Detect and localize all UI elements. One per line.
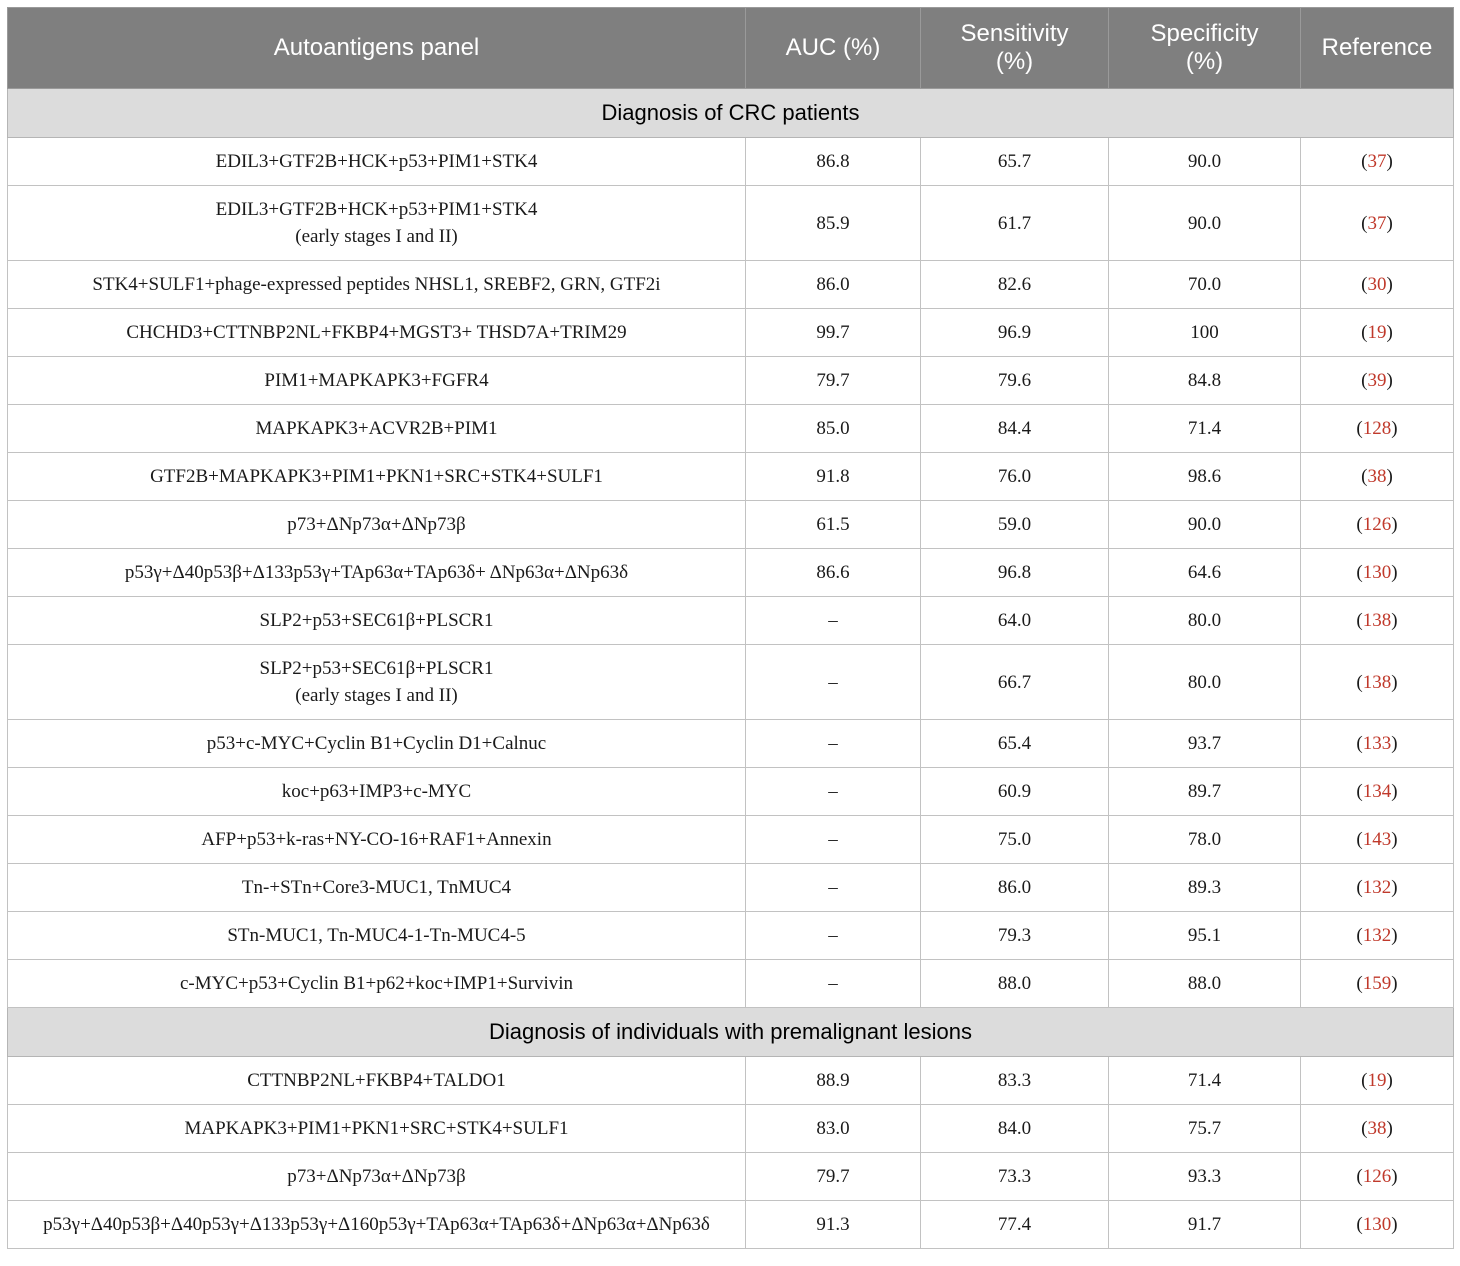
cell-auc: 86.8	[746, 138, 921, 186]
panel-text: MAPKAPK3+ACVR2B+PIM1	[255, 418, 498, 439]
cell-specificity: 71.4	[1109, 1057, 1301, 1105]
cell-sensitivity: 76.0	[921, 453, 1109, 501]
reference-link[interactable]: 30	[1367, 274, 1387, 295]
header-label: Reference	[1321, 34, 1433, 61]
paren-open: (	[1356, 671, 1363, 693]
table-row	[8, 549, 1454, 597]
cell-panel	[8, 1153, 746, 1201]
reference-link[interactable]: 19	[1367, 1070, 1387, 1091]
reference-link[interactable]: 130	[1362, 562, 1392, 583]
cell-panel	[8, 597, 746, 645]
reference-link[interactable]: 133	[1362, 733, 1392, 754]
reference-link[interactable]: 132	[1362, 925, 1392, 946]
cell-specificity: 80.0	[1109, 597, 1301, 645]
paren-open: (	[1361, 1118, 1368, 1139]
cell-auc: –	[746, 645, 921, 720]
cell-panel	[8, 309, 746, 357]
reference-link[interactable]: 37	[1367, 212, 1387, 234]
paren-open: (	[1356, 973, 1363, 994]
table-row	[8, 768, 1454, 816]
paren-close: )	[1386, 212, 1393, 234]
cell-reference	[1301, 357, 1454, 405]
cell-panel	[8, 405, 746, 453]
paren-close: )	[1386, 370, 1393, 391]
header-reference	[1301, 8, 1454, 89]
table-row	[8, 453, 1454, 501]
panel-text: STK4+SULF1+phage-expressed peptides NHSL1, SREBF2, GRN, GTF2i	[92, 274, 661, 295]
cell-panel	[8, 357, 746, 405]
paren-open: (	[1356, 514, 1363, 535]
cell-auc: –	[746, 816, 921, 864]
cell-auc: 88.9	[746, 1057, 921, 1105]
cell-auc: 61.5	[746, 501, 921, 549]
cell-panel	[8, 1105, 746, 1153]
panel-text: p73+ΔNp73α+ΔNp73β	[287, 514, 466, 535]
paren-open: (	[1356, 925, 1363, 946]
reference-link[interactable]: 132	[1362, 877, 1392, 898]
reference-link[interactable]: 38	[1367, 466, 1387, 487]
paren-open: (	[1356, 418, 1363, 439]
cell-specificity: 90.0	[1109, 501, 1301, 549]
table-row	[8, 357, 1454, 405]
cell-auc: –	[746, 960, 921, 1008]
paren-close: )	[1386, 466, 1393, 487]
header-label: (%)	[995, 48, 1034, 75]
reference-link[interactable]: 138	[1362, 671, 1392, 693]
table-row	[8, 186, 1454, 261]
cell-reference	[1301, 597, 1454, 645]
table-row	[8, 864, 1454, 912]
paren-close: )	[1391, 671, 1398, 693]
paren-open: (	[1361, 274, 1368, 295]
paren-close: )	[1386, 151, 1393, 172]
paren-close: )	[1386, 1070, 1393, 1091]
paren-open: (	[1356, 829, 1363, 850]
paren-open: (	[1356, 610, 1363, 631]
paren-close: )	[1391, 562, 1398, 583]
reference-link[interactable]: 37	[1367, 151, 1387, 172]
cell-sensitivity: 79.3	[921, 912, 1109, 960]
cell-specificity: 90.0	[1109, 138, 1301, 186]
table-row	[8, 597, 1454, 645]
cell-specificity: 71.4	[1109, 405, 1301, 453]
cell-sensitivity: 88.0	[921, 960, 1109, 1008]
header-autoantigens-panel	[8, 8, 746, 89]
paren-close: )	[1391, 973, 1398, 994]
cell-panel	[8, 768, 746, 816]
cell-reference	[1301, 816, 1454, 864]
section-header-row	[8, 89, 1454, 138]
cell-panel	[8, 645, 746, 720]
cell-panel	[8, 720, 746, 768]
cell-panel	[8, 453, 746, 501]
paren-close: )	[1391, 781, 1398, 802]
cell-specificity: 70.0	[1109, 261, 1301, 309]
reference-link[interactable]: 130	[1362, 1214, 1392, 1235]
cell-auc: 91.8	[746, 453, 921, 501]
paren-open: (	[1356, 562, 1363, 583]
table-row	[8, 816, 1454, 864]
cell-sensitivity: 79.6	[921, 357, 1109, 405]
section-title: Diagnosis of CRC patients	[8, 89, 1454, 138]
cell-specificity: 98.6	[1109, 453, 1301, 501]
paren-open: (	[1356, 781, 1363, 802]
cell-reference	[1301, 405, 1454, 453]
panel-text: CHCHD3+CTTNBP2NL+FKBP4+MGST3+ THSD7A+TRIM29	[126, 322, 627, 343]
cell-specificity: 78.0	[1109, 816, 1301, 864]
table-body	[8, 89, 1454, 1249]
panel-text: SLP2+p53+SEC61β+PLSCR1	[259, 610, 494, 631]
table-row	[8, 645, 1454, 720]
cell-sensitivity: 84.0	[921, 1105, 1109, 1153]
cell-sensitivity: 77.4	[921, 1201, 1109, 1249]
cell-auc: 83.0	[746, 1105, 921, 1153]
table-row	[8, 309, 1454, 357]
cell-reference	[1301, 768, 1454, 816]
cell-specificity: 89.7	[1109, 768, 1301, 816]
paren-open: (	[1361, 466, 1368, 487]
table-row	[8, 912, 1454, 960]
cell-auc: –	[746, 597, 921, 645]
cell-specificity: 75.7	[1109, 1105, 1301, 1153]
paren-close: )	[1391, 1214, 1398, 1235]
cell-sensitivity: 59.0	[921, 501, 1109, 549]
paren-open: (	[1361, 1070, 1368, 1091]
cell-reference	[1301, 549, 1454, 597]
cell-reference	[1301, 960, 1454, 1008]
header-label: AUC (%)	[785, 34, 881, 61]
cell-sensitivity: 60.9	[921, 768, 1109, 816]
panel-text: STn-MUC1, Tn-MUC4-1-Tn-MUC4-5	[227, 925, 526, 946]
paren-open: (	[1361, 151, 1368, 172]
cell-specificity: 93.7	[1109, 720, 1301, 768]
paren-close: )	[1391, 733, 1398, 754]
table-row	[8, 405, 1454, 453]
header-label: Specificity	[1150, 20, 1259, 47]
cell-panel	[8, 186, 746, 261]
cell-specificity: 93.3	[1109, 1153, 1301, 1201]
paren-close: )	[1391, 1166, 1398, 1187]
cell-specificity: 91.7	[1109, 1201, 1301, 1249]
cell-sensitivity: 66.7	[921, 645, 1109, 720]
cell-specificity: 84.8	[1109, 357, 1301, 405]
cell-reference	[1301, 1057, 1454, 1105]
header-label: Sensitivity	[960, 20, 1069, 47]
cell-auc: 79.7	[746, 1153, 921, 1201]
header-label: (%)	[1185, 48, 1224, 75]
cell-specificity: 89.3	[1109, 864, 1301, 912]
paren-close: )	[1391, 610, 1398, 631]
cell-reference	[1301, 186, 1454, 261]
paren-open: (	[1361, 370, 1368, 391]
panel-text: p53γ+Δ40p53β+Δ133p53γ+TAp63α+TAp63δ+ ΔNp63α+ΔNp63δ	[124, 562, 629, 583]
header-auc	[746, 8, 921, 89]
paren-open: (	[1361, 322, 1368, 343]
cell-panel	[8, 1201, 746, 1249]
panel-text: AFP+p53+k-ras+NY-CO-16+RAF1+Annexin	[201, 829, 552, 850]
table-row	[8, 960, 1454, 1008]
paren-close: )	[1391, 418, 1398, 439]
cell-reference	[1301, 1153, 1454, 1201]
reference-link[interactable]: 126	[1362, 514, 1392, 535]
cell-specificity: 100	[1109, 309, 1301, 357]
reference-link[interactable]: 134	[1362, 781, 1392, 802]
reference-link[interactable]: 138	[1362, 610, 1392, 631]
table-row	[8, 501, 1454, 549]
section-header-row	[8, 1008, 1454, 1057]
reference-link[interactable]: 39	[1367, 370, 1387, 391]
cell-reference	[1301, 1105, 1454, 1153]
cell-sensitivity: 75.0	[921, 816, 1109, 864]
cell-panel	[8, 864, 746, 912]
cell-sensitivity: 96.8	[921, 549, 1109, 597]
reference-link[interactable]: 126	[1362, 1166, 1392, 1187]
table-row	[8, 1057, 1454, 1105]
cell-auc: 79.7	[746, 357, 921, 405]
cell-panel	[8, 501, 746, 549]
cell-specificity: 95.1	[1109, 912, 1301, 960]
panel-text: Tn-+STn+Core3-MUC1, TnMUC4	[241, 877, 512, 898]
panel-text: (early stages I and II)	[295, 226, 458, 247]
paren-close: )	[1386, 274, 1393, 295]
header-sensitivity	[921, 8, 1109, 89]
cell-panel	[8, 816, 746, 864]
cell-auc: 91.3	[746, 1201, 921, 1249]
cell-sensitivity: 65.4	[921, 720, 1109, 768]
autoantigens-table	[7, 7, 1454, 1249]
table-row	[8, 720, 1454, 768]
paren-close: )	[1391, 925, 1398, 946]
cell-specificity: 64.6	[1109, 549, 1301, 597]
paren-open: (	[1361, 212, 1368, 234]
reference-link[interactable]: 143	[1362, 829, 1392, 850]
cell-auc: 85.9	[746, 186, 921, 261]
header-label: Autoantigens panel	[273, 34, 480, 61]
cell-panel	[8, 138, 746, 186]
cell-sensitivity: 96.9	[921, 309, 1109, 357]
cell-sensitivity: 84.4	[921, 405, 1109, 453]
table-row	[8, 138, 1454, 186]
reference-link[interactable]: 19	[1367, 322, 1387, 343]
table-row	[8, 1201, 1454, 1249]
panel-text: p53γ+Δ40p53β+Δ40p53γ+Δ133p53γ+Δ160p53γ+TAp63α+TAp63δ+ΔNp63α+ΔNp63δ	[43, 1214, 710, 1235]
panel-text: CTTNBP2NL+FKBP4+TALDO1	[247, 1070, 506, 1091]
panel-text: koc+p63+IMP3+c-MYC	[281, 781, 472, 802]
cell-reference	[1301, 1201, 1454, 1249]
paren-open: (	[1356, 733, 1363, 754]
panel-text: EDIL3+GTF2B+HCK+p53+PIM1+STK4	[215, 151, 538, 172]
cell-reference	[1301, 645, 1454, 720]
cell-auc: 99.7	[746, 309, 921, 357]
cell-reference	[1301, 501, 1454, 549]
cell-panel	[8, 261, 746, 309]
panel-text: EDIL3+GTF2B+HCK+p53+PIM1+STK4	[215, 199, 538, 220]
paren-close: )	[1386, 1118, 1393, 1139]
cell-specificity: 88.0	[1109, 960, 1301, 1008]
cell-reference	[1301, 864, 1454, 912]
cell-reference	[1301, 138, 1454, 186]
cell-specificity: 80.0	[1109, 645, 1301, 720]
cell-panel	[8, 549, 746, 597]
header-row	[8, 8, 1454, 89]
table-row	[8, 1153, 1454, 1201]
section-title: Diagnosis of individuals with premalignant lesions	[8, 1008, 1454, 1057]
reference-link[interactable]: 128	[1362, 418, 1392, 439]
cell-auc: –	[746, 864, 921, 912]
cell-reference	[1301, 912, 1454, 960]
cell-panel	[8, 1057, 746, 1105]
cell-reference	[1301, 261, 1454, 309]
cell-sensitivity: 65.7	[921, 138, 1109, 186]
cell-auc: –	[746, 720, 921, 768]
paren-close: )	[1386, 322, 1393, 343]
cell-reference	[1301, 309, 1454, 357]
cell-auc: –	[746, 912, 921, 960]
reference-link[interactable]: 159	[1362, 973, 1392, 994]
panel-text: SLP2+p53+SEC61β+PLSCR1	[259, 658, 494, 679]
table-row	[8, 261, 1454, 309]
cell-auc: 86.6	[746, 549, 921, 597]
table-row	[8, 1105, 1454, 1153]
paren-close: )	[1391, 829, 1398, 850]
cell-sensitivity: 86.0	[921, 864, 1109, 912]
panel-text: PIM1+MAPKAPK3+FGFR4	[264, 370, 489, 391]
panel-text: p73+ΔNp73α+ΔNp73β	[287, 1166, 466, 1187]
paren-close: )	[1391, 514, 1398, 535]
panel-text: MAPKAPK3+PIM1+PKN1+SRC+STK4+SULF1	[184, 1118, 569, 1139]
panel-text: p53+c-MYC+Cyclin B1+Cyclin D1+Calnuc	[206, 733, 547, 754]
cell-sensitivity: 83.3	[921, 1057, 1109, 1105]
table-header	[8, 8, 1454, 89]
cell-auc: 85.0	[746, 405, 921, 453]
panel-text: (early stages I and II)	[295, 685, 458, 706]
cell-panel	[8, 960, 746, 1008]
cell-sensitivity: 64.0	[921, 597, 1109, 645]
table-container	[7, 7, 1453, 1249]
cell-sensitivity: 73.3	[921, 1153, 1109, 1201]
reference-link[interactable]: 38	[1367, 1118, 1387, 1139]
cell-reference	[1301, 453, 1454, 501]
header-specificity	[1109, 8, 1301, 89]
paren-close: )	[1391, 877, 1398, 898]
paren-open: (	[1356, 1214, 1363, 1235]
cell-auc: 86.0	[746, 261, 921, 309]
cell-specificity: 90.0	[1109, 186, 1301, 261]
panel-text: GTF2B+MAPKAPK3+PIM1+PKN1+SRC+STK4+SULF1	[150, 466, 603, 487]
cell-reference	[1301, 720, 1454, 768]
cell-sensitivity: 61.7	[921, 186, 1109, 261]
paren-open: (	[1356, 877, 1363, 898]
cell-auc: –	[746, 768, 921, 816]
cell-sensitivity: 82.6	[921, 261, 1109, 309]
paren-open: (	[1356, 1166, 1363, 1187]
cell-panel	[8, 912, 746, 960]
panel-text: c-MYC+p53+Cyclin B1+p62+koc+IMP1+Survivin	[179, 973, 574, 994]
